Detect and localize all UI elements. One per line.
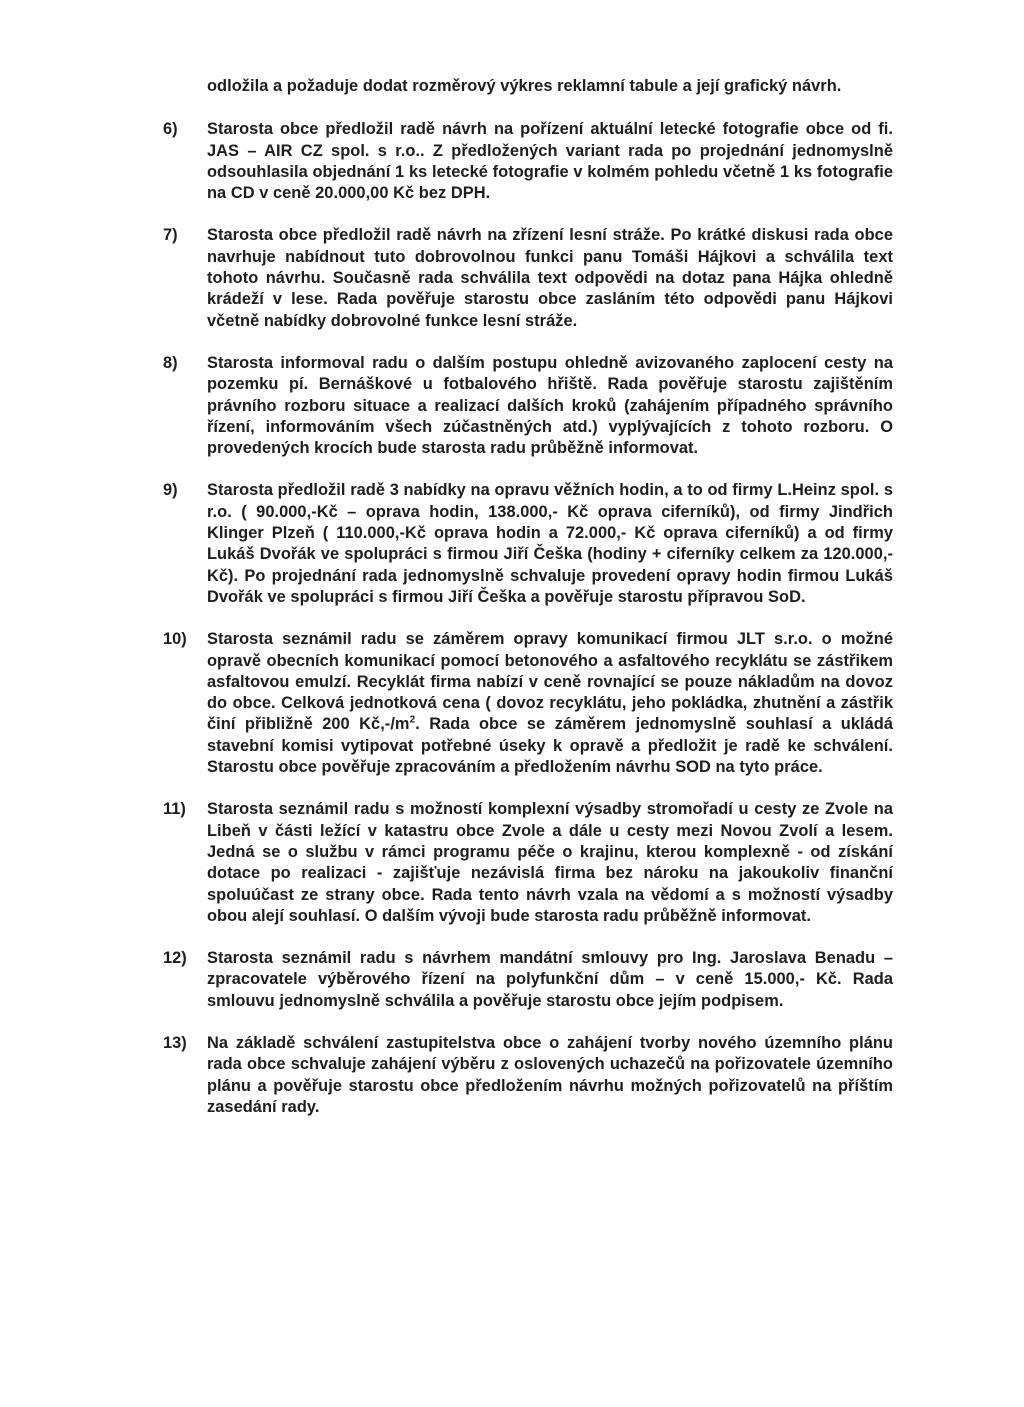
item-text: Starosta předložil radě 3 nabídky na opravu věžních hodin, a to od firmy L.Heinz spol. s r.o. ( 90.000,-Kč – oprava hodin, 138.000,- Kč oprava ciferníků), od firmy Jindřich Klinger Plzeň ( 110.000,-Kč oprava hodin a 72.000,- Kč oprava ciferníků) a od firmy Lukáš Dvořák ve spolupráci s firmou Jiří Češka (hodiny + ciferníky celkem za 120.000,-Kč). Po projednání rada jednomyslně schvaluje provedení opravy hodin firmou Lukáš Dvořák ve spolupráci s firmou Jiří Češka a pověřuje starostu přípravou SoD.	[207, 481, 893, 606]
list-item	[163, 480, 893, 608]
item-number: 9)	[163, 481, 178, 500]
list-item	[163, 353, 893, 459]
item-text: Starosta obce předložil radě návrh na pořízení aktuální letecké fotografie obce od fi. JAS – AIR CZ spol. s r.o.. Z předložených variant rada po projednání jednomyslně odsouhlasila objednání 1 ks letecké fotografie v kolmém pohledu včetně 1 ks fotografie na CD v ceně 20.000,00 Kč bez DPH.	[207, 120, 893, 203]
item-number: 11)	[163, 800, 186, 819]
list-item	[163, 629, 893, 778]
list-item	[163, 1033, 893, 1118]
item-number: 7)	[163, 226, 178, 245]
item-number: 6)	[163, 120, 178, 139]
item-text: Starosta obce předložil radě návrh na zřízení lesní stráže. Po krátké diskusi rada obce navrhuje nabídnout tuto dobrovolnou funkci panu Tomáši Hájkovi a schválila text tohoto návrhu. Současně rada schválila text odpovědi na dotaz pana Hájka ohledně krádeží v lese. Rada pověřuje starostu obce zasláním této odpovědi panu Hájkovi včetně nabídky dobrovolné funkce lesní stráže.	[207, 226, 893, 330]
list-item	[163, 799, 893, 927]
list-item	[163, 225, 893, 331]
list-item	[163, 948, 893, 1012]
item-text: Starosta informoval radu o dalším postupu ohledně avizovaného zaplocení cesty na pozemku pí. Bernáškové u fotbalového hřiště. Rada pověřuje starostu zajištěním právního rozboru situace a realizací dalších kroků (zahájením případného správního řízení, informováním všech zúčastněných atd.) vyplývajících z tohoto rozboru. O provedených krocích bude starosta radu průběžně informovat.	[207, 353, 893, 458]
item-number: 8)	[163, 353, 178, 372]
item-text: Starosta seznámil radu s možností komplexní výsadby stromořadí u cesty ze Zvole na Libeň v části ležící v katastru obce Zvole a dále u cesty mezi Novou Zvolí a lesem. Jedná se o službu v rámci programu péče o krajinu, kterou komplexně - od získání dotace po realizaci - zajišťuje nezávislá firma bez nároku na jakoukoliv finanční spoluúčast ze strany obce. Rada tento návrh vzala na vědomí a s možností výsadby obou alejí souhlasí. O dalším vývoji bude starosta radu průběžně informovat.	[207, 800, 893, 925]
item-text: Starosta seznámil radu s návrhem mandátní smlouvy pro Ing. Jaroslava Benadu – zpracovatele výběrového řízení na polyfunkční dům – v ceně 15.000,- Kč. Rada smlouvu jednomyslně schválila a pověřuje starostu obce jejím podpisem.	[207, 949, 893, 1010]
item-number: 13)	[163, 1033, 187, 1052]
item-text-part: . Rada obce se záměrem jednomyslně souhlasí a ukládá stavební komisi vytipovat potřebné úseky k opravě a předložit je radě ke schválení. Starostu obce pověřuje zpracováním a předložením návrhu SOD na tyto práce.	[207, 715, 893, 777]
item-text: Na základě schválení zastupitelstva obce o zahájení tvorby nového územního plánu rada obce schvaluje zahájení výběru z oslovených uchazečů na pořizovatele územního plánu a pověřuje starostu obce předložením návrhu možných pořizovatelů na příštím zasedání rady.	[207, 1033, 893, 1116]
item-number: 12)	[163, 949, 187, 968]
item-text-part: Starosta seznámil radu se záměrem opravy komunikací firmou JLT s.r.o. o možné opravě obecních komunikací pomocí betonového a asfaltového recyklátu se zástřikem asfaltovou emulzí. Recyklát firma nabízí v ceně rovnající se pouze nákladům na dovoz do obce. Celková jednotková cena ( dovoz recyklátu, jeho pokládka, zhutnění a zástřik činí přibližně 200 Kč,-/m	[207, 630, 893, 734]
item-text	[207, 629, 893, 778]
continuation-paragraph: odložila a požaduje dodat rozměrový výkres reklamní tabule a její grafický návrh.	[207, 77, 842, 95]
list-item	[163, 119, 893, 204]
item-number: 10)	[163, 630, 187, 649]
superscript: 2	[409, 714, 416, 726]
document-body	[163, 76, 893, 1118]
